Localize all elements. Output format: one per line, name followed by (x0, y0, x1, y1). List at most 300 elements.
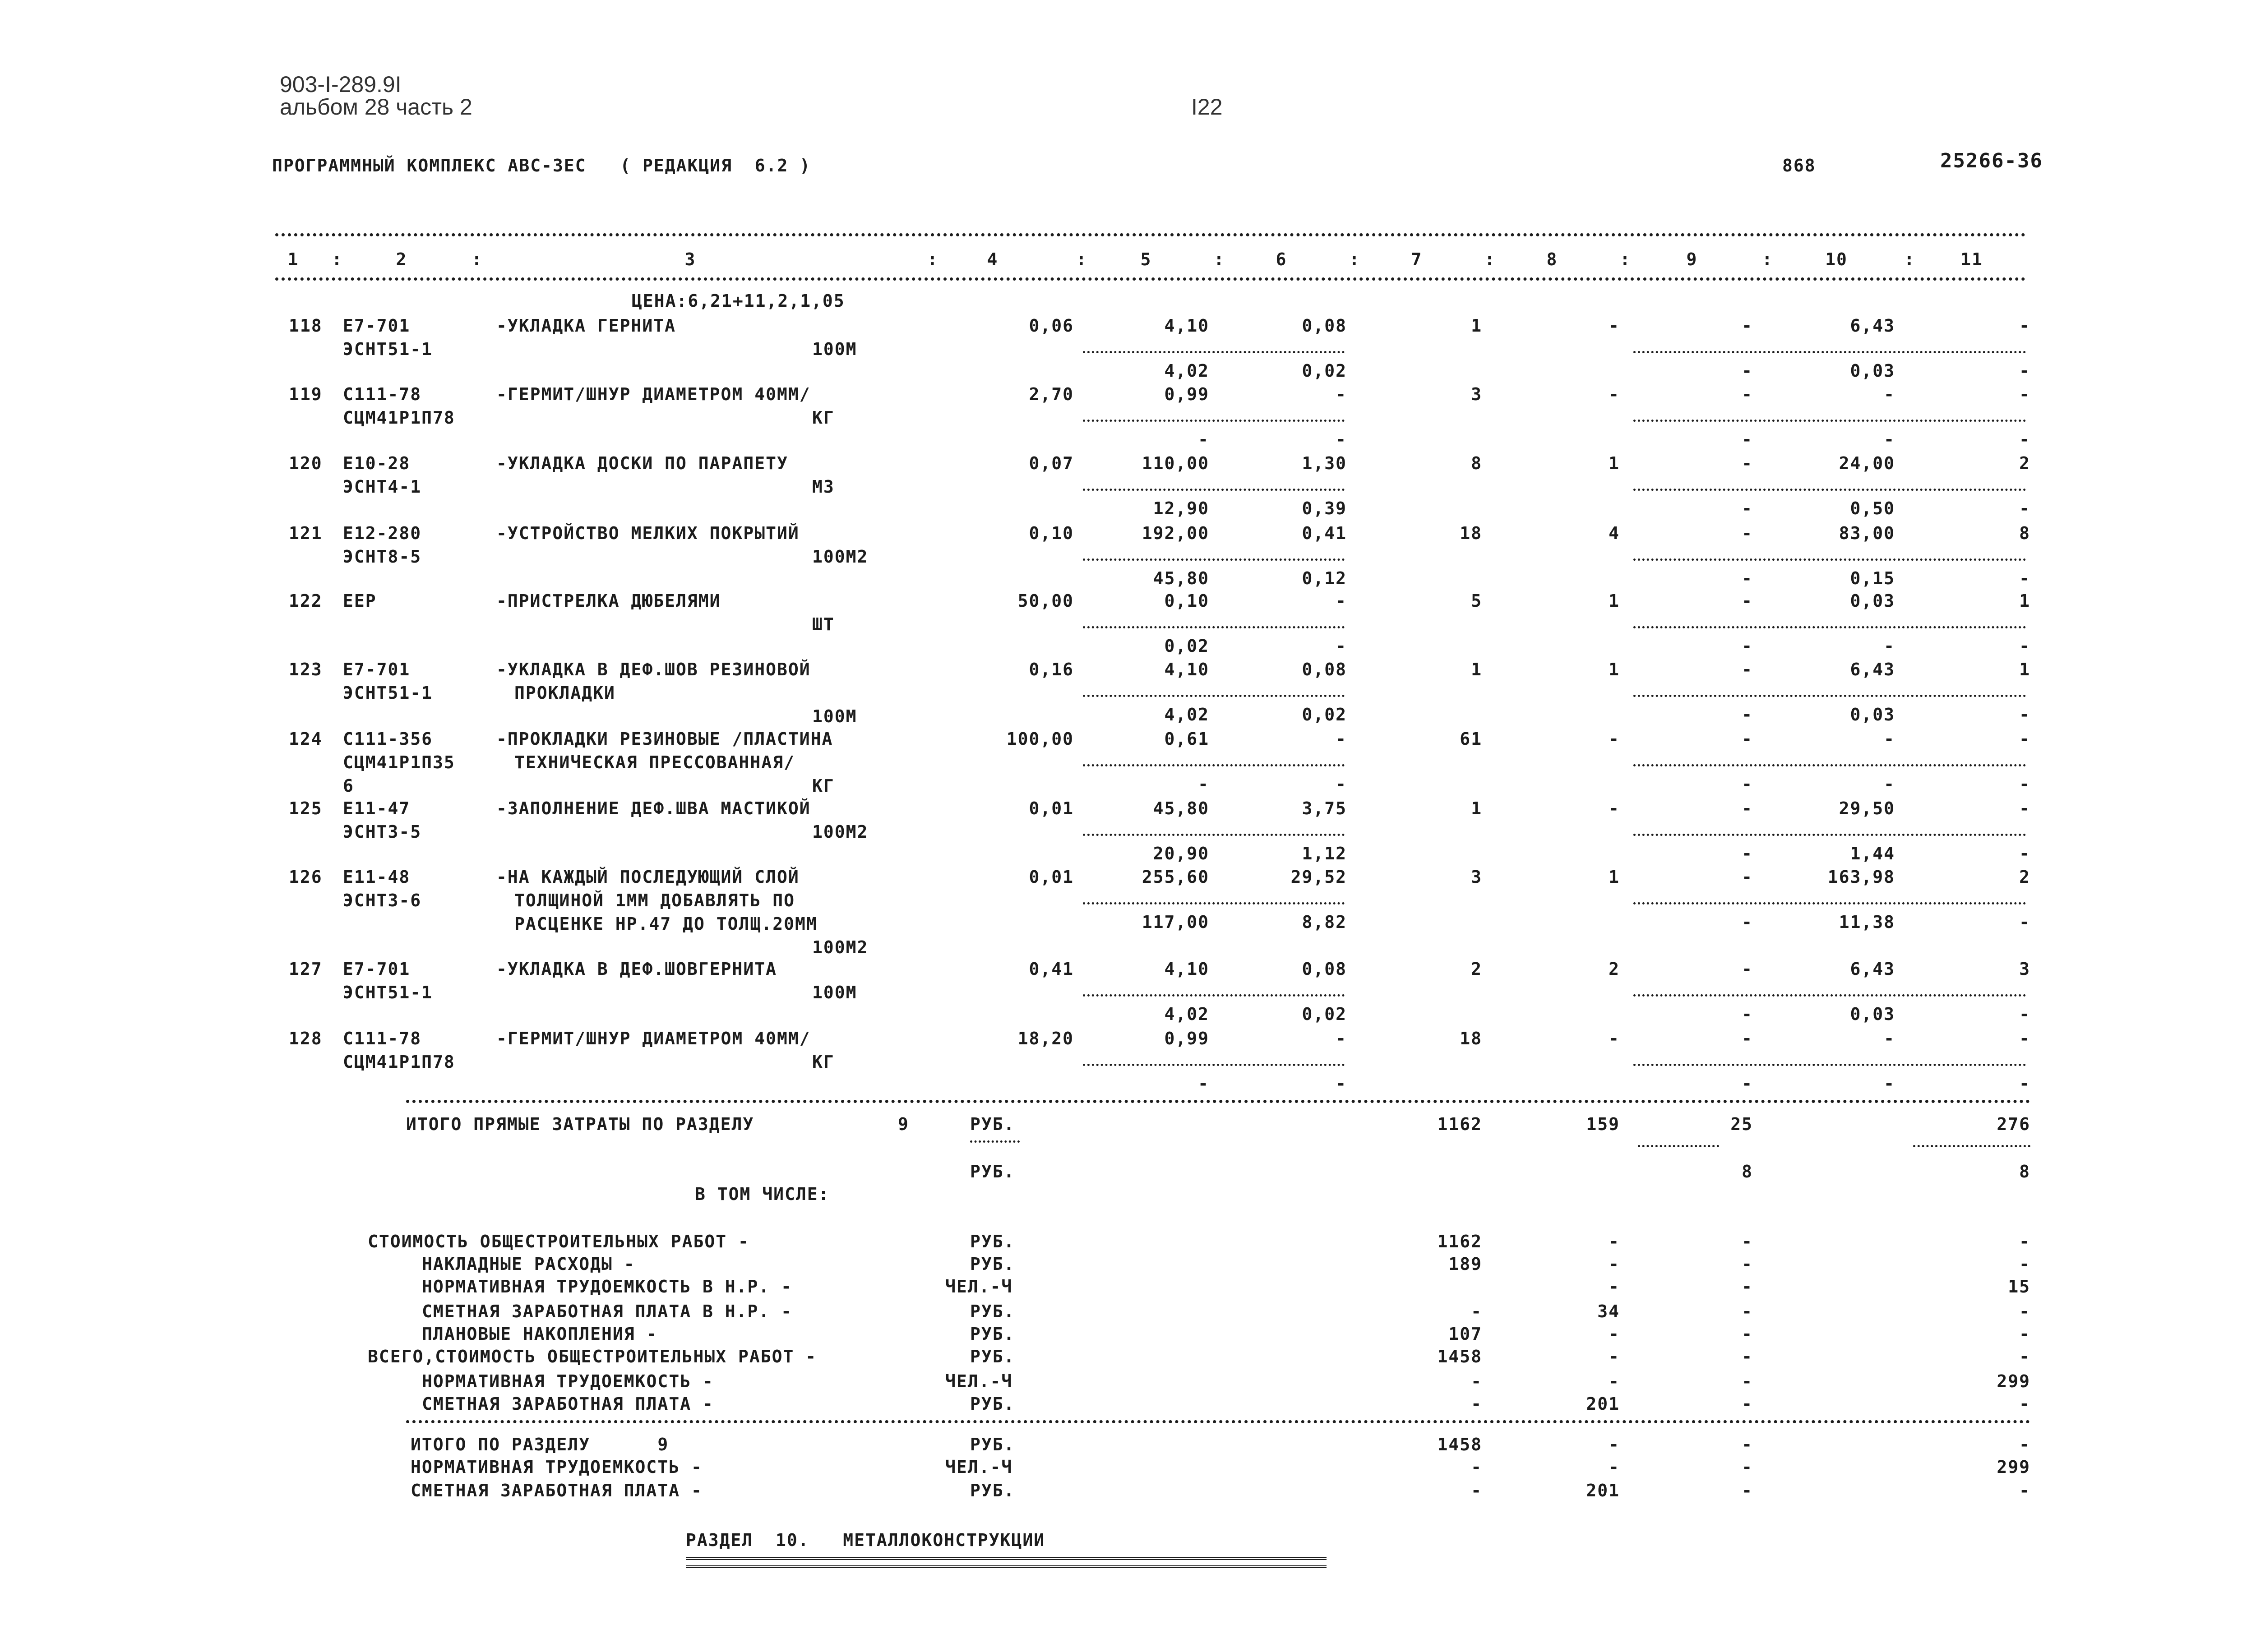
row-col9-b: - (1742, 568, 1753, 588)
row-description: РАСЦЕНКЕ НР.47 ДО ТОЛЩ.20ММ (514, 914, 818, 934)
row-code: Е7-701 (343, 959, 411, 979)
row-description: ПРОКЛАДКИ (514, 683, 615, 703)
row-unit: 100М2 (812, 822, 869, 842)
row-unit: 100М2 (812, 937, 869, 957)
row-col5-total: 0,99 (1164, 1029, 1209, 1048)
row-col8: - (1609, 316, 1620, 336)
row-quantity: 0,01 (1029, 798, 1074, 818)
breakdown-col7: - (1471, 1394, 1482, 1414)
row-col5-total: 4,10 (1164, 316, 1209, 336)
row-col6-wage: 0,02 (1302, 361, 1347, 381)
section-total-col11: 299 (1997, 1457, 2030, 1477)
row-number: 121 (289, 523, 323, 543)
row-col7: 1 (1471, 316, 1482, 336)
row-description: ТЕХНИЧЕСКАЯ ПРЕССОВАННАЯ/ (514, 752, 795, 772)
cell-rule (1083, 1064, 1345, 1066)
row-subcode: ЭСНТ8-5 (343, 547, 422, 567)
column-header-10: 10 (1825, 249, 1848, 269)
column-separator: : (1762, 249, 1773, 269)
row-col11: 1 (2019, 591, 2030, 611)
row-col6-total: - (1336, 591, 1347, 611)
direct-costs-unit: РУБ. (970, 1114, 1015, 1134)
row-col9-b: - (1742, 912, 1753, 932)
row-code: Е7-701 (343, 660, 411, 679)
breakdown-col11: - (2019, 1254, 2030, 1274)
row-col5-wage: 0,02 (1164, 636, 1209, 656)
breakdown-col9: - (1742, 1277, 1753, 1297)
row-col11: 8 (2019, 523, 2030, 543)
row-col6-wage: - (1336, 1074, 1347, 1094)
row-col6-total: 3,75 (1302, 798, 1347, 818)
next-section-underline-2 (686, 1565, 1327, 1568)
breakdown-col11: - (2019, 1232, 2030, 1251)
breakdown-col7: 1162 (1437, 1232, 1482, 1251)
row-col8: 4 (1609, 523, 1620, 543)
row-subcode: СЦМ41Р1П35 (343, 752, 455, 772)
row-col7: 18 (1460, 1029, 1482, 1048)
row-col10: 24,00 (1839, 453, 1895, 473)
row-col7: 61 (1460, 729, 1482, 749)
row-subcode: ЭСНТ51-1 (343, 683, 433, 703)
breakdown-col8: - (1609, 1347, 1620, 1366)
row-quantity: 0,10 (1029, 523, 1074, 543)
row-col5-wage: 12,90 (1153, 498, 1209, 518)
row-number: 120 (289, 453, 323, 473)
row-col8: - (1609, 1029, 1620, 1048)
row-col10: - (1884, 384, 1895, 404)
row-col5-total: 0,10 (1164, 591, 1209, 611)
section-total-label: СМЕТНАЯ ЗАРАБОТНАЯ ПЛАТА - (411, 1481, 703, 1500)
row-col5-wage: 117,00 (1142, 912, 1209, 932)
breakdown-col8: - (1609, 1324, 1620, 1344)
row-col10: 83,00 (1839, 523, 1895, 543)
row-col5-wage: 45,80 (1153, 568, 1209, 588)
row-description: -УКЛАДКА ГЕРНИТА (496, 316, 676, 336)
column-header-8: 8 (1546, 249, 1558, 269)
row-col11: 3 (2019, 959, 2030, 979)
breakdown-label: НОРМАТИВНАЯ ТРУДОЕМКОСТЬ В Н.Р. - (422, 1277, 792, 1297)
row-col10-b: - (1884, 774, 1895, 794)
column-separator: : (472, 249, 483, 269)
direct-costs-col7: 1162 (1437, 1114, 1482, 1134)
row-col7: 1 (1471, 798, 1482, 818)
cell-rule (1083, 489, 1345, 491)
row-col11: 2 (2019, 867, 2030, 887)
row-col10-b: - (1884, 1074, 1895, 1094)
direct-costs-col9-b: 8 (1742, 1162, 1753, 1181)
section-total-label: НОРМАТИВНАЯ ТРУДОЕМКОСТЬ - (411, 1457, 703, 1477)
column-header-7: 7 (1411, 249, 1423, 269)
row-description: -УКЛАДКА ДОСКИ ПО ПАРАПЕТУ (496, 453, 788, 473)
row-col6-wage: - (1336, 429, 1347, 449)
code-left: 868 (1782, 156, 1816, 175)
row-col5-total: 110,00 (1142, 453, 1209, 473)
row-col11: 1 (2019, 660, 2030, 679)
row-col7: 3 (1471, 384, 1482, 404)
row-col5-wage: 4,02 (1164, 361, 1209, 381)
row-col11: 2 (2019, 453, 2030, 473)
row-col10: 0,03 (1850, 591, 1895, 611)
row-col11-b: - (2019, 774, 2030, 794)
row-col10: - (1884, 729, 1895, 749)
row-col10-b: 0,50 (1850, 498, 1895, 518)
cell-rule (1633, 489, 2026, 491)
breakdown-col11: - (2019, 1301, 2030, 1321)
breakdown-col7: 189 (1448, 1254, 1482, 1274)
row-col11: - (2019, 316, 2030, 336)
row-col8: 1 (1609, 591, 1620, 611)
including-label: В ТОМ ЧИСЛЕ: (695, 1184, 830, 1204)
row-col8: - (1609, 798, 1620, 818)
cell-rule (1083, 626, 1345, 628)
row-col10-b: 0,03 (1850, 1004, 1895, 1024)
row-unit: 100М (812, 983, 857, 1002)
section-total-col11: - (2019, 1435, 2030, 1454)
cell-rule (1083, 902, 1345, 904)
breakdown-col8: - (1609, 1371, 1620, 1391)
cell-rule (1633, 1064, 2026, 1066)
column-header-4: 4 (987, 249, 999, 269)
breakdown-unit: РУБ. (970, 1301, 1015, 1321)
row-col9-b: - (1742, 705, 1753, 724)
row-col11: - (2019, 798, 2030, 818)
row-col6-wage: - (1336, 636, 1347, 656)
row-description: ТОЛЩИНОЙ 1ММ ДОБАВЛЯТЬ ПО (514, 891, 795, 910)
row-col6-wage: 0,02 (1302, 1004, 1347, 1024)
row-col5-total: 255,60 (1142, 867, 1209, 887)
column-header-9: 9 (1686, 249, 1698, 269)
row-quantity: 0,41 (1029, 959, 1074, 979)
breakdown-label: ВСЕГО,СТОИМОСТЬ ОБЩЕСТРОИТЕЛЬНЫХ РАБОТ - (368, 1347, 817, 1366)
row-col5-total: 45,80 (1153, 798, 1209, 818)
section-total-unit: РУБ. (970, 1435, 1015, 1454)
row-col9: - (1742, 384, 1753, 404)
section-total-col8: 201 (1586, 1481, 1620, 1500)
breakdown-col11: 299 (1997, 1371, 2030, 1391)
row-subcode: ЭСНТ4-1 (343, 477, 422, 497)
row-code: Е11-47 (343, 798, 411, 818)
row-col5-total: 192,00 (1142, 523, 1209, 543)
section-total-col8: - (1609, 1435, 1620, 1454)
cell-rule (1633, 994, 2026, 997)
row-description: -ПРОКЛАДКИ РЕЗИНОВЫЕ /ПЛАСТИНА (496, 729, 833, 749)
breakdown-col8: 201 (1586, 1394, 1620, 1414)
row-code: С111-356 (343, 729, 433, 749)
column-header-11: 11 (1960, 249, 1983, 269)
row-col8: 2 (1609, 959, 1620, 979)
row-quantity: 2,70 (1029, 384, 1074, 404)
row-code: С111-78 (343, 1029, 422, 1048)
row-col6-total: - (1336, 1029, 1347, 1048)
breakdown-col7: - (1471, 1301, 1482, 1321)
row-col6-total: 0,08 (1302, 959, 1347, 979)
cell-rule (1633, 351, 2026, 353)
section-total-col7: - (1471, 1481, 1482, 1500)
row-code: Е10-28 (343, 453, 411, 473)
row-col6-total: 0,08 (1302, 660, 1347, 679)
program-title: ПРОГРАММНЫЙ КОМПЛЕКС АВС-3ЕС ( РЕДАКЦИЯ 6.2 ) (272, 156, 811, 175)
cell-rule (1083, 351, 1345, 353)
row-col9: - (1742, 867, 1753, 887)
column-header-6: 6 (1276, 249, 1287, 269)
row-col9-b: - (1742, 498, 1753, 518)
section-total-col7: 1458 (1437, 1435, 1482, 1454)
row-col6-wage: 0,39 (1302, 498, 1347, 518)
breakdown-label: НОРМАТИВНАЯ ТРУДОЕМКОСТЬ - (422, 1371, 714, 1391)
row-col6-total: 1,30 (1302, 453, 1347, 473)
row-col10-b: 0,15 (1850, 568, 1895, 588)
row-quantity: 50,00 (1017, 591, 1074, 611)
row-col11: - (2019, 384, 2030, 404)
album-label: альбом 28 часть 2 (280, 94, 472, 120)
breakdown-label: ПЛАНОВЫЕ НАКОПЛЕНИЯ - (422, 1324, 658, 1344)
row-col10-b: - (1884, 429, 1895, 449)
row-col6-wage: 8,82 (1302, 912, 1347, 932)
row-col5-total: 4,10 (1164, 660, 1209, 679)
row-col10: 6,43 (1850, 316, 1895, 336)
row-col11: - (2019, 1029, 2030, 1048)
row-col9-b: - (1742, 429, 1753, 449)
row-number: 122 (289, 591, 323, 611)
row-col9: - (1742, 591, 1753, 611)
next-section-title: РАЗДЕЛ 10. МЕТАЛЛОКОНСТРУКЦИИ (686, 1530, 1045, 1550)
row-col6-wage: - (1336, 774, 1347, 794)
breakdown-col8: - (1609, 1254, 1620, 1274)
section-total-unit: РУБ. (970, 1481, 1015, 1500)
direct-costs-unit-2: РУБ. (970, 1162, 1015, 1181)
row-col11-b: - (2019, 912, 2030, 932)
row-subcode: СЦМ41Р1П78 (343, 408, 455, 428)
breakdown-label: СМЕТНАЯ ЗАРАБОТНАЯ ПЛАТА - (422, 1394, 714, 1414)
row-col7: 18 (1460, 523, 1482, 543)
breakdown-unit: РУБ. (970, 1347, 1015, 1366)
breakdown-label: НАКЛАДНЫЕ РАСХОДЫ - (422, 1254, 635, 1274)
row-col6-total: - (1336, 729, 1347, 749)
column-separator: : (1484, 249, 1496, 269)
row-col10: - (1884, 1029, 1895, 1048)
row-col10: 29,50 (1839, 798, 1895, 818)
row-col10-b: 1,44 (1850, 844, 1895, 863)
row-col6-total: 0,08 (1302, 316, 1347, 336)
row-col11-b: - (2019, 1074, 2030, 1094)
row-col6-total: - (1336, 384, 1347, 404)
row-col7: 5 (1471, 591, 1482, 611)
totals-rule-top (406, 1100, 2030, 1103)
cell-rule (1633, 834, 2026, 836)
row-col11-b: - (2019, 361, 2030, 381)
cell-rule (1083, 695, 1345, 697)
section-total-col8: - (1609, 1457, 1620, 1477)
row-description: -НА КАЖДЫЙ ПОСЛЕДУЮЩИЙ СЛОЙ (496, 867, 800, 887)
column-header-5: 5 (1140, 249, 1152, 269)
row-col11-b: - (2019, 568, 2030, 588)
cell-rule (1633, 695, 2026, 697)
row-code: Е12-280 (343, 523, 422, 543)
row-col5-total: 0,99 (1164, 384, 1209, 404)
section-total-unit: ЧЕЛ.-Ч (945, 1457, 1013, 1477)
breakdown-unit: РУБ. (970, 1232, 1015, 1251)
row-quantity: 0,06 (1029, 316, 1074, 336)
row-col9: - (1742, 1029, 1753, 1048)
breakdown-unit: РУБ. (970, 1324, 1015, 1344)
row-quantity: 18,20 (1017, 1029, 1074, 1048)
row-description: -ПРИСТРЕЛКА ДЮБЕЛЯМИ (496, 591, 721, 611)
row-col11: - (2019, 729, 2030, 749)
breakdown-col7: 107 (1448, 1324, 1482, 1344)
column-separator: : (1076, 249, 1087, 269)
breakdown-label: СМЕТНАЯ ЗАРАБОТНАЯ ПЛАТА В Н.Р. - (422, 1301, 792, 1321)
breakdown-col9: - (1742, 1301, 1753, 1321)
breakdown-col9: - (1742, 1371, 1753, 1391)
column-header-1: 1 (287, 249, 299, 269)
price-line: ЦЕНА:6,21+11,2,1,05 (632, 291, 845, 311)
row-col9: - (1742, 523, 1753, 543)
row-col8: 1 (1609, 867, 1620, 887)
row-number: 128 (289, 1029, 323, 1048)
row-col11-b: - (2019, 429, 2030, 449)
breakdown-col9: - (1742, 1254, 1753, 1274)
row-col5-total: 4,10 (1164, 959, 1209, 979)
direct-costs-col11: 276 (1997, 1114, 2030, 1134)
row-col9: - (1742, 959, 1753, 979)
code-right: 25266-36 (1940, 149, 2043, 172)
row-unit: КГ (812, 408, 835, 428)
row-col7: 8 (1471, 453, 1482, 473)
row-col8: 1 (1609, 453, 1620, 473)
row-code: С111-78 (343, 384, 422, 404)
row-col11-b: - (2019, 844, 2030, 863)
row-col10: 163,98 (1827, 867, 1895, 887)
row-description: -УСТРОЙСТВО МЕЛКИХ ПОКРЫТИЙ (496, 523, 800, 543)
direct-costs-col11-b: 8 (2019, 1162, 2030, 1181)
column-separator: : (1904, 249, 1915, 269)
breakdown-col11: - (2019, 1347, 2030, 1366)
section-total-col9: - (1742, 1435, 1753, 1454)
row-unit: КГ (812, 776, 835, 796)
row-description: -ГЕРМИТ/ШНУР ДИАМЕТРОМ 40ММ/ (496, 384, 811, 404)
breakdown-label: СТОИМОСТЬ ОБЩЕСТРОИТЕЛЬНЫХ РАБОТ - (368, 1232, 749, 1251)
row-quantity: 100,00 (1006, 729, 1074, 749)
row-subcode: ЭСНТ51-1 (343, 339, 433, 359)
row-col8: - (1609, 729, 1620, 749)
row-unit: ШТ (812, 614, 835, 634)
row-col10: 6,43 (1850, 959, 1895, 979)
row-number: 125 (289, 798, 323, 818)
row-col8: - (1609, 384, 1620, 404)
row-col5-wage: - (1198, 1074, 1209, 1094)
row-col5-total: 0,61 (1164, 729, 1209, 749)
row-number: 118 (289, 316, 323, 336)
row-col10-b: - (1884, 636, 1895, 656)
row-col11-b: - (2019, 636, 2030, 656)
row-col9: - (1742, 660, 1753, 679)
row-quantity: 0,01 (1029, 867, 1074, 887)
unit-rule (970, 1140, 1020, 1143)
row-unit: М3 (812, 477, 835, 497)
row-col9: - (1742, 798, 1753, 818)
cell-rule (1083, 420, 1345, 422)
row-unit: 100М2 (812, 547, 869, 567)
section-total-rule (406, 1420, 2030, 1423)
row-col7: 1 (1471, 660, 1482, 679)
row-col8: 1 (1609, 660, 1620, 679)
row-code: Е11-48 (343, 867, 411, 887)
row-col9: - (1742, 316, 1753, 336)
row-col11-b: - (2019, 705, 2030, 724)
row-subcode: ЭСНТ3-6 (343, 891, 422, 910)
row-col9-b: - (1742, 844, 1753, 863)
cell-rule (1083, 834, 1345, 836)
row-col9: - (1742, 729, 1753, 749)
row-col7: 2 (1471, 959, 1482, 979)
row-col5-wage: - (1198, 774, 1209, 794)
row-unit: 100М (812, 339, 857, 359)
row-unit: КГ (812, 1052, 835, 1072)
row-col7: 3 (1471, 867, 1482, 887)
breakdown-col9: - (1742, 1394, 1753, 1414)
row-code: ЕЕР (343, 591, 377, 611)
row-quantity: 0,07 (1029, 453, 1074, 473)
header-rule-bottom (275, 277, 2026, 281)
row-quantity: 0,16 (1029, 660, 1074, 679)
column-separator: : (927, 249, 938, 269)
next-section-underline (686, 1557, 1327, 1560)
direct-costs-label: ИТОГО ПРЯМЫЕ ЗАТРАТЫ ПО РАЗДЕЛУ (406, 1114, 754, 1134)
row-col5-wage: 4,02 (1164, 1004, 1209, 1024)
row-subcode: СЦМ41Р1П78 (343, 1052, 455, 1072)
row-col9-b: - (1742, 1074, 1753, 1094)
column-header-3: 3 (684, 249, 696, 269)
breakdown-col8: 34 (1597, 1301, 1620, 1321)
column-separator: : (1620, 249, 1631, 269)
section-total-col11: - (2019, 1481, 2030, 1500)
breakdown-unit: ЧЕЛ.-Ч (945, 1371, 1013, 1391)
direct-costs-section: 9 (898, 1114, 909, 1134)
header-rule-top (275, 233, 2026, 236)
col9-rule (1638, 1145, 1719, 1147)
breakdown-unit: РУБ. (970, 1254, 1015, 1274)
row-number: 127 (289, 959, 323, 979)
cell-rule (1633, 764, 2026, 766)
row-col5-wage: 20,90 (1153, 844, 1209, 863)
row-col10: 6,43 (1850, 660, 1895, 679)
breakdown-col7: 1458 (1437, 1347, 1482, 1366)
breakdown-col8: - (1609, 1277, 1620, 1297)
breakdown-col8: - (1609, 1232, 1620, 1251)
breakdown-col9: - (1742, 1324, 1753, 1344)
row-col6-wage: 0,12 (1302, 568, 1347, 588)
section-total-col9: - (1742, 1481, 1753, 1500)
row-col9-b: - (1742, 1004, 1753, 1024)
row-description: -ГЕРМИТ/ШНУР ДИАМЕТРОМ 40ММ/ (496, 1029, 811, 1048)
column-separator: : (1349, 249, 1360, 269)
direct-costs-col8: 159 (1586, 1114, 1620, 1134)
row-description: -УКЛАДКА В ДЕФ.ШОВ РЕЗИНОВОЙ (496, 660, 811, 679)
breakdown-col7: - (1471, 1371, 1482, 1391)
row-number: 126 (289, 867, 323, 887)
row-unit: 100М (812, 706, 857, 726)
section-total-col7: - (1471, 1457, 1482, 1477)
column-header-2: 2 (396, 249, 407, 269)
breakdown-unit: ЧЕЛ.-Ч (945, 1277, 1013, 1297)
row-col6-wage: 0,02 (1302, 705, 1347, 724)
breakdown-col11: - (2019, 1324, 2030, 1344)
section-total-col9: - (1742, 1457, 1753, 1477)
cell-rule (1633, 558, 2026, 561)
row-col5-wage: - (1198, 429, 1209, 449)
row-col10-b: 11,38 (1839, 912, 1895, 932)
row-subcode-cont: 6 (343, 776, 354, 796)
